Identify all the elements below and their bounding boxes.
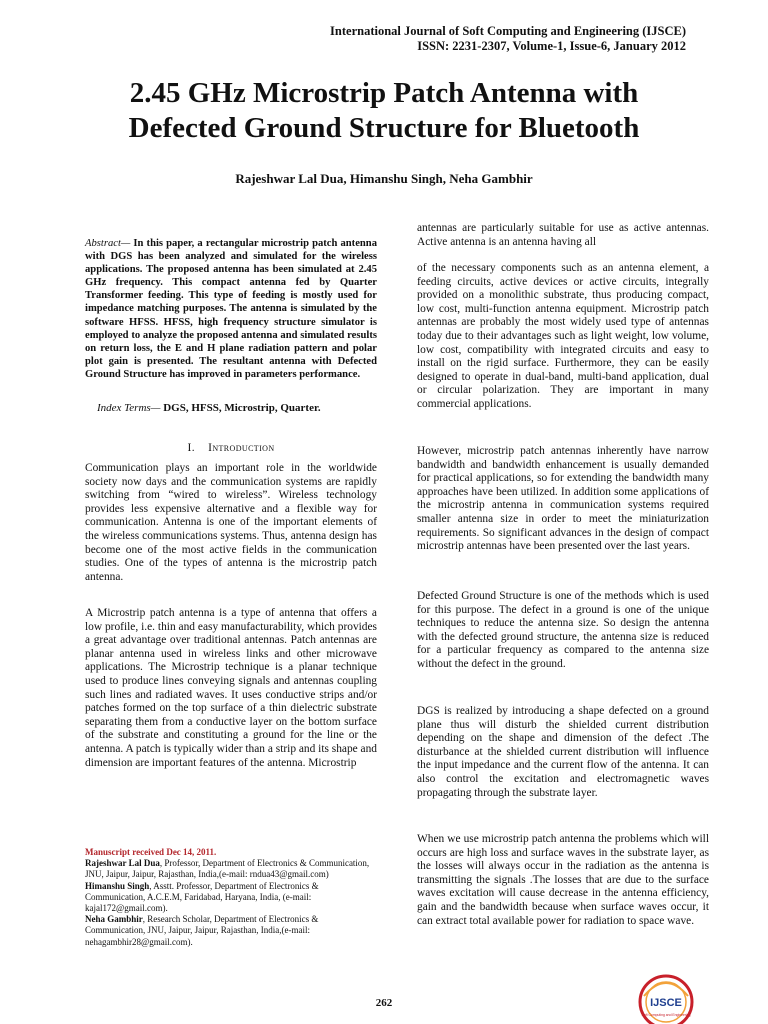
footnote-author-3 [85, 914, 380, 948]
abstract-text: In this paper, a rectangular microstrip patch antenna with DGS has been analyzed and simulated for the wireless applications. The proposed antenna has been simulated at 2.45 GHz frequency. This compact antenna fed by Quarter Transformer feeding. This type of feeding is mostly used for impedance matching purposes. The antenna is simulated by the software HFSS. HFSS, high frequency structure simulator is employed to analyze the proposed antenna and simulated results on return loss, the E and H plane radiation pattern and polar plot gain is presented. The resultant antenna with Defected Ground Structure has improved in parameters performance. [85, 238, 377, 380]
page-number: 262 [375, 997, 393, 1009]
abstract-label: Abstract— [85, 238, 131, 249]
footnote-author-2 [85, 881, 380, 915]
journal-header [330, 24, 686, 54]
author-list: Rajeshwar Lal Dua, Himanshu Singh, Neha Gambhir [235, 171, 533, 186]
right-paragraph-3: However, microstrip patch antennas inherently have narrow bandwidth and bandwidth enhancement is usually demanded for practical applications, so for extending the bandwidth many approaches have been utilized. In addition some applications of the microstrip antenna in communication systems required smaller antenna size in order to meet the miniaturization requirements. So significant advances in the design of compact microstrip antennas have been presented over the last years. [417, 445, 709, 553]
paper-title [0, 76, 768, 146]
right-paragraph-1: antennas are particularly suitable for use as active antennas. Active antenna is an antenna having all [417, 222, 709, 248]
footnote-author-3-name: Neha Gambhir [85, 914, 143, 925]
title-line-1: 2.45 GHz Microstrip Patch Antenna with [129, 77, 639, 109]
journal-name: International Journal of Soft Computing and Engineering (IJSCE) [330, 24, 686, 38]
abstract [85, 237, 377, 381]
ijsce-logo [630, 966, 702, 1024]
journal-issn: ISSN: 2231-2307, Volume-1, Issue-6, January 2012 [417, 39, 686, 53]
footnote-author-1 [85, 858, 380, 880]
footnote-author-1-details: , Professor, Department of Electronics & Communication, JNU, Jaipur, Jaipur, Rajasthan, India,(e-mail: rndua43@gmail.com) [85, 858, 370, 880]
section-title: Introduction [208, 442, 275, 454]
intro-paragraph-1: Communication plays an important role in the worldwide society now days and the communication systems are rapidly switching from “wired to wireless”. Wireless technology provides less expensive alternative and a flexible way for communication. Antenna is one of the important elements of the wireless communications systems. Thus, antenna design has become one of the most active fields in the communication studies. One of the types of antenna is the microstrip patch antenna. [85, 462, 377, 583]
footnote-author-2-name: Himanshu Singh [85, 880, 150, 891]
index-terms [97, 402, 377, 414]
right-paragraph-4: Defected Ground Structure is one of the methods which is used for this purpose. The defect in a ground is one of the unique techniques to reduce the antenna size. So design the antenna with the defected ground structure, the antenna size is reduced for a particular frequency as compared to the antenna size without the defect in the ground. [417, 590, 709, 670]
manuscript-received: Manuscript received Dec 14, 2011. [85, 847, 217, 857]
logo-ring-text: Soft Computing and Engineering [641, 1013, 691, 1017]
index-terms-label: Index Terms— [97, 402, 161, 414]
title-line-2: Defected Ground Structure for Bluetooth [128, 112, 640, 144]
right-paragraph-2: of the necessary components such as an antenna element, a feeding circuits, active devices or active circuits, integrally provided on a monolithic substrate, thus producing compact, low cost, multi-function antenna equipment. Microstrip patch antennas are probably the most widely used type of antennas today due to their advantages such as light weight, low volume, low cost, compatibility with integrated circuits and easy to install on the rigid surface. Furthermore, they can be easily designed to operate in dual-band, multi-band application, dual or circular polarization. They are important in many commercial applications. [417, 262, 709, 410]
section-heading-introduction [85, 442, 377, 454]
logo-text: IJSCE [650, 997, 682, 1009]
right-paragraph-6: When we use microstrip patch antenna the problems which will occurs are high loss and surface waves in the substrate layer, as the losses will always occur in the radiation as the antenna is transmitting the signals .The losses that are due to the surface waves excitation will cause decrease in the antenna efficiency, gain and the bandwidth because when surface waves occur, it can extract total available power for radiation to space wave. [417, 833, 709, 927]
footnote-author-2-details: , Asstt. Professor, Department of Electronics & Communication, A.C.E.M, Faridabad, Haryana, India, (e-mail: kajal172@gmail.com). [85, 880, 319, 914]
footnote-author-1-name: Rajeshwar Lal Dua [85, 858, 160, 869]
index-terms-text: DGS, HFSS, Microstrip, Quarter. [160, 402, 321, 414]
section-number: I. [187, 442, 195, 454]
right-paragraph-5: DGS is realized by introducing a shape defected on a ground plane thus will disturb the shielded current distribution depending on the shape and dimension of the defect .The disturbance at the shielded current distribution will influence the input impedance and the current flow of the antenna. It can also control the excitation and electromagnetic waves propagating through the substrate layer. [417, 705, 709, 799]
footnote-author-3-details: , Research Scholar, Department of Electronics & Communication, JNU, Jaipur, Jaipur, Rajasthan, India,(e-mail: nehagambhir28@gmail.com). [85, 914, 319, 947]
author-footnote [85, 847, 380, 948]
intro-paragraph-2: A Microstrip patch antenna is a type of antenna that offers a low profile, i.e. thin and easy manufacturability, which provides a great advantage over traditional antennas. Patch antennas are planar antenna used in wireless links and other microwave applications. The Microstrip technique is a planar technique used to produce lines conveying signals and antennas coupling such lines and radiated waves. It uses conductive strips and/or patches formed on the top surface of a thin dielectric substrate separating them from a conductive layer on the bottom surface of the substrate and constituting a ground for the line or the antenna. A patch is typically wider than a strip and its shape and dimension are important features of the antenna. Microstrip [85, 607, 377, 769]
